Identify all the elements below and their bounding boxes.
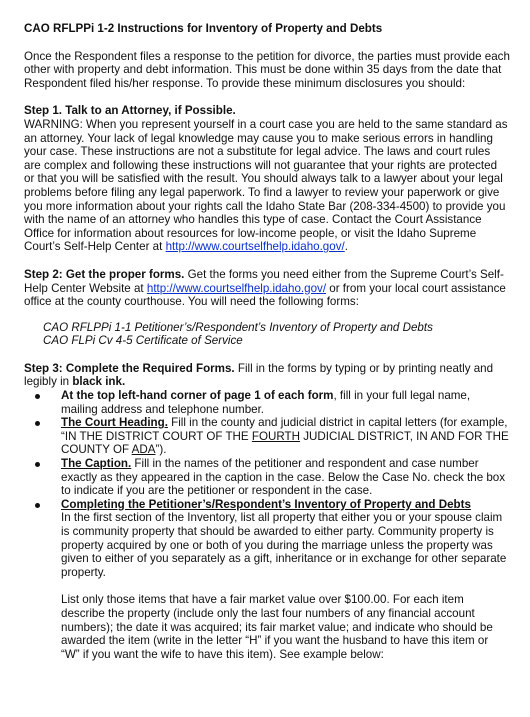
bullet-text: List only those items that have a fair market value over $100.00. For each item describe the property (include only the last four numbers of any financial account numbers); the date it was acquired; its fair market value; and indicate who should be awarded the item (write in the letter “H” if you want the husband to have this item or “W” if you want the wife to have this item). See example below: (61, 593, 493, 661)
instructions-list (24, 389, 510, 661)
bullet-text: Fill in the names of the petitioner and respondent and case number exactly as they appeared in the caption in the case. Below the Case No. check the box to indicate if you are the petitioner or respondent in the case. (61, 457, 506, 498)
step-2-section (24, 268, 510, 309)
step-3-emphasis: black ink. (72, 375, 126, 389)
bullet-lead: At the top left-hand corner of page 1 of each form (61, 389, 334, 403)
self-help-center-link[interactable]: http://www.courtselfhelp.idaho.gov/ (165, 240, 345, 254)
bullet-underline: FOURTH (251, 429, 300, 443)
bullet-text: ”). (155, 443, 167, 457)
bullet-text: , fill in your full legal name, mailing address and telephone number. (61, 389, 471, 416)
step-3-heading: Step 3: Complete the Required Forms. (24, 361, 235, 375)
document-page (24, 22, 510, 661)
required-forms-list (43, 321, 510, 348)
intro-paragraph: Once the Respondent files a response to the petition for divorce, the parties must provide each other with property and debt information. This must be done within 35 days from the date that Respondent filed his/her response. To provide these minimum disclosures you should: (24, 49, 510, 90)
form-item: CAO RFLPPi 1-1 Petitioner’s/Respondent’s Inventory of Property and Debts (43, 320, 433, 334)
step-2-text-end: or from your local court assistance office at the county courthouse. You will need the following forms: (24, 281, 506, 309)
step-1-heading: Step 1. Talk to an Attorney, if Possible. (24, 104, 236, 118)
bullet-lead: Completing the Petitioner’s/Respondent’s Inventory of Property and Debts (61, 497, 471, 511)
bullet-icon (35, 421, 40, 426)
bullet-text: JUDICIAL DISTRICT, IN AND FOR THE COUNTY OF (61, 429, 509, 457)
bullet-icon (35, 462, 40, 467)
form-item: CAO FLPi Cv 4-5 Certificate of Service (43, 334, 243, 348)
self-help-website-link[interactable]: http://www.courtselfhelp.idaho.gov/ (146, 281, 327, 295)
step-3-section (24, 362, 510, 661)
bullet-text: Fill in the county and judicial district in capital letters (for example, “IN THE DISTRICT COURT OF THE (61, 416, 508, 443)
step-3-text: Fill in the forms by typing or by printing neatly and legibly in (24, 361, 494, 389)
step-2-body (24, 268, 510, 309)
list-item (24, 457, 510, 498)
list-item (24, 389, 510, 416)
step-1-text: WARNING: When you represent yourself in a court case you are held to the same standard as an attorney. Your lack of legal knowledge may cause you to make serious errors in handling your case. These instructions are not a substitute for legal advice. The laws and court rules are complex and following these instructions will not guarantee that your rights are protected or that you will be satisfied with the result. You should always talk to a lawyer about your legal problems before filing any legal paperwork. To find a lawyer to review your paperwork or give you more information about your rights call the Idaho State Bar (208-334-4500) to provide you with the name of an attorney who handles this type of case. Contact the Court Assistance Office for information about resources for low-income people, or visit the Idaho Supreme Court’s Self-Help Center at (24, 117, 508, 254)
step-2-text: Get the forms you need either from the Supreme Court’s Self-Help Center Website at (24, 267, 504, 295)
bullet-text: In the first section of the Inventory, list all property that either you or your spouse claim is community property that should be awarded to either party. Community property is property acquired by one or both of you during the marriage unless the property was given to either of you separately as a gift, inheritance or in exchange for other separate property. (61, 511, 507, 579)
step-1-body (24, 118, 510, 254)
bullet-icon (35, 503, 40, 508)
list-item (24, 416, 510, 457)
step-1-section (24, 104, 510, 254)
list-item (24, 498, 510, 662)
bullet-lead: The Caption. (61, 457, 132, 471)
bullet-underline: ADA (131, 443, 156, 457)
step-3-intro (24, 362, 510, 389)
step-2-heading: Step 2: Get the proper forms. (24, 267, 185, 281)
bullet-icon (35, 394, 40, 399)
document-title: CAO RFLPPi 1-2 Instructions for Inventory of Property and Debts (24, 22, 383, 35)
bullet-lead: The Court Heading. (61, 416, 168, 430)
step-1-text-end: . (344, 240, 348, 254)
